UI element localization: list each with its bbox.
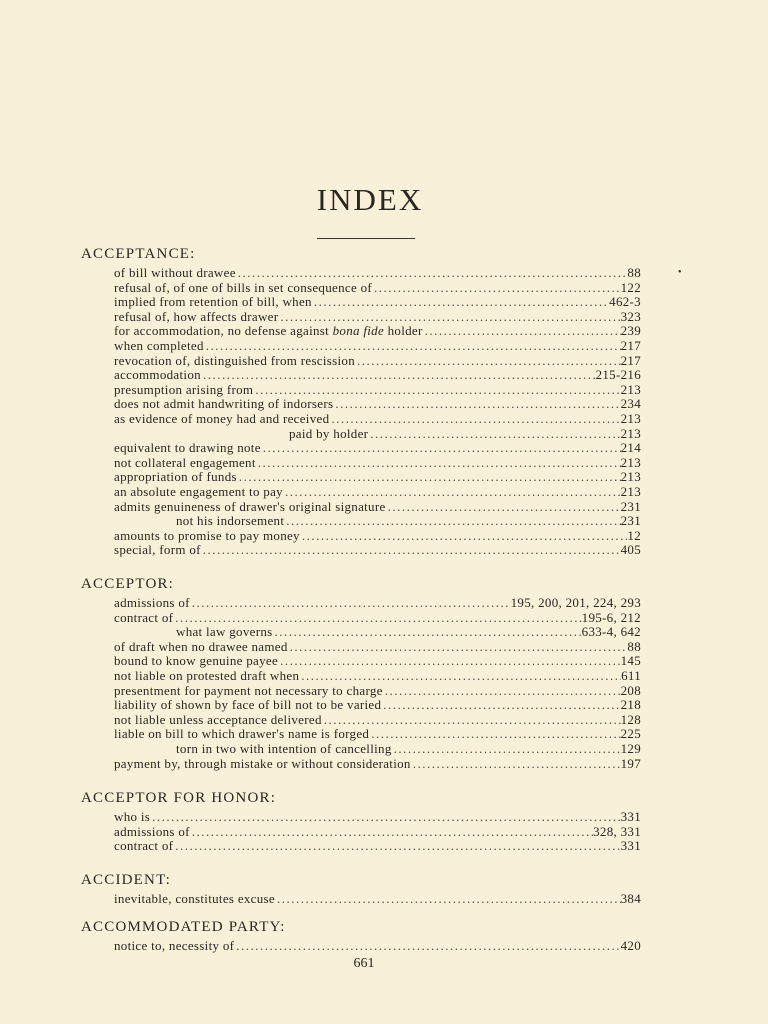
dot-leader (234, 939, 620, 954)
index-entry (81, 470, 641, 485)
entry-text: implied from retention of bill, when (114, 295, 312, 310)
index-entry (81, 324, 641, 339)
entry-text: of bill without drawee (114, 266, 236, 280)
entry-page-ref: 213 (620, 411, 641, 426)
dot-leader (283, 485, 621, 500)
dot-leader (253, 383, 620, 398)
entry-page-ref: 197 (620, 756, 641, 771)
dot-leader (329, 412, 620, 427)
entry-text: amounts to promise to pay money (114, 528, 300, 543)
entry-page-ref: 633-4, 642 (581, 625, 641, 640)
dot-leader (411, 757, 621, 772)
index-entry (81, 412, 641, 427)
entry-page-ref: 128 (620, 712, 641, 727)
section-accommodated-party (81, 917, 641, 954)
entry-page-ref: 88 (627, 639, 641, 654)
index-entry (81, 669, 641, 684)
dot-leader (383, 684, 621, 699)
entry-page-ref: 88 (627, 266, 641, 280)
index-entry (81, 611, 641, 626)
entry-text: admissions of (114, 596, 190, 610)
index-entry (81, 456, 641, 471)
index-entry (81, 354, 641, 369)
index-entry (81, 698, 641, 713)
entry-text: does not admit handwriting of indorsers (114, 397, 334, 412)
entry-text: for accommodation, no defense against bona fide holder (114, 324, 423, 339)
index-entry (81, 625, 641, 640)
entry-text: equivalent to drawing note (114, 441, 261, 456)
entry-page-ref: 213 (620, 470, 641, 485)
entry-text: who is (114, 810, 151, 824)
entry-text: what law governs (176, 625, 273, 640)
dot-leader (201, 543, 621, 558)
page-title: INDEX (316, 182, 424, 217)
entry-text: liable on bill to which drawer's name is forged (114, 727, 370, 742)
entry-page-ref: 129 (620, 741, 641, 756)
entry-page-ref: 239 (620, 324, 641, 339)
entry-text: as evidence of money had and received (114, 411, 330, 426)
dot-leader (261, 441, 621, 456)
index-entry (81, 742, 641, 757)
section-heading: ACCEPTOR FOR HONOR: (81, 790, 277, 806)
entry-page-ref: 234 (620, 397, 641, 412)
index-entry (81, 939, 641, 954)
dot-leader (300, 529, 628, 544)
entry-text: bound to know genuine payee (114, 654, 279, 669)
entry-text: admits genuineness of drawer's original signature (114, 499, 386, 514)
entry-text: contract of (114, 610, 174, 625)
index-entry (81, 529, 641, 544)
entry-text: not his indorsement (176, 514, 285, 529)
index-entry (81, 485, 641, 500)
dot-leader (381, 698, 620, 713)
entry-text: presentment for payment not necessary to charge (114, 683, 383, 698)
entry-page-ref: 213 (620, 382, 641, 397)
section-acceptance (81, 244, 641, 558)
dot-leader (392, 742, 621, 757)
index-entry (81, 514, 641, 529)
dot-leader (204, 339, 621, 354)
entry-page-ref: 462-3 (609, 295, 641, 310)
entry-text: not collateral engagement (114, 455, 256, 470)
entry-page-ref: 331 (620, 839, 641, 854)
index-entry (81, 757, 641, 772)
entry-page-ref: 208 (620, 683, 641, 698)
dot-leader (190, 596, 511, 611)
dot-leader (256, 456, 621, 471)
entry-text: of draft when no drawee named (114, 639, 288, 654)
index-entry (81, 810, 641, 825)
entry-text: an absolute engagement to pay (114, 484, 283, 499)
dot-leader (355, 354, 621, 369)
dot-leader (284, 514, 620, 529)
index-entry (81, 266, 641, 281)
dot-leader (372, 281, 621, 296)
entry-page-ref: 213 (620, 455, 641, 470)
dot-leader (237, 470, 621, 485)
entry-page-ref: 218 (620, 698, 641, 713)
entry-page-ref: 384 (620, 892, 641, 906)
index-entry (81, 441, 641, 456)
entry-page-ref: 225 (620, 727, 641, 742)
entry-text: appropriation of funds (114, 470, 237, 485)
dot-leader (299, 669, 621, 684)
entry-page-ref: 420 (620, 939, 641, 953)
entry-text: notice to, necessity of (114, 939, 235, 953)
index-entry (81, 543, 641, 558)
stray-mark: • (678, 267, 682, 278)
index-entry (81, 727, 641, 742)
entry-page-ref: 145 (620, 654, 641, 669)
entry-page-ref: 405 (620, 543, 641, 558)
index-entry (81, 825, 641, 840)
entry-page-ref: 215-216 (595, 368, 641, 383)
page-number: 661 (353, 956, 375, 971)
entry-text: torn in two with intention of cancelling (176, 741, 392, 756)
dot-leader (173, 611, 581, 626)
entry-text: refusal of, how affects drawer (114, 309, 279, 324)
entry-text: not liable on protested draft when (114, 668, 300, 683)
entry-page-ref: 323 (620, 309, 641, 324)
section-heading: ACCEPTANCE: (81, 246, 196, 262)
entry-text: contract of (114, 839, 174, 854)
section-heading: ACCEPTOR: (81, 576, 175, 592)
section-accident (81, 870, 641, 907)
dot-leader (173, 839, 620, 854)
entry-text: when completed (114, 338, 204, 353)
entry-page-ref: 217 (620, 353, 641, 368)
index-entry (81, 397, 641, 412)
entry-page-ref: 195-6, 212 (581, 610, 641, 625)
entry-page-ref: 231 (620, 514, 641, 529)
dot-leader (273, 625, 582, 640)
dot-leader (236, 266, 628, 281)
dot-leader (288, 640, 628, 655)
entry-text: revocation of, distinguished from rescission (114, 353, 356, 368)
dot-leader (322, 713, 621, 728)
dot-leader (369, 727, 620, 742)
index-entry (81, 310, 641, 325)
entry-page-ref: 213 (620, 426, 641, 441)
index-entry (81, 654, 641, 669)
entry-page-ref: 611 (621, 668, 641, 683)
section-heading: ACCOMMODATED PARTY: (81, 919, 286, 935)
dot-leader (278, 310, 620, 325)
dot-leader (312, 295, 609, 310)
italic-phrase: bona fide (332, 324, 385, 339)
entry-page-ref: 331 (620, 810, 641, 824)
entry-text: presumption arising from (114, 382, 254, 397)
dot-leader (190, 825, 593, 840)
section-heading: ACCIDENT: (81, 872, 172, 888)
index-entry (81, 281, 641, 296)
index-entry (81, 892, 641, 907)
index-entry (81, 427, 641, 442)
entry-text: refusal of, of one of bills in set consequence of (114, 280, 373, 295)
dot-leader (150, 810, 620, 825)
index-entry (81, 295, 641, 310)
index-entry (81, 684, 641, 699)
entry-page-ref: 328, 331 (593, 824, 641, 839)
entry-page-ref: 213 (620, 484, 641, 499)
entry-text: admissions of (114, 824, 190, 839)
section-acceptor (81, 574, 641, 771)
index-entry (81, 339, 641, 354)
section-acceptor-for-honor (81, 788, 641, 854)
dot-leader (201, 368, 596, 383)
entry-page-ref: 122 (620, 280, 641, 295)
dot-leader (386, 500, 621, 515)
index-entry (81, 839, 641, 854)
title-rule (317, 238, 415, 239)
index-entry (81, 368, 641, 383)
index-entry (81, 596, 641, 611)
entry-page-ref: 195, 200, 201, 224, 293 (510, 596, 641, 610)
entry-page-ref: 12 (627, 528, 641, 543)
entry-text: inevitable, constitutes excuse (114, 892, 275, 906)
entry-text: accommodation (114, 368, 201, 383)
entry-text: paid by holder (289, 426, 369, 441)
entry-page-ref: 217 (620, 338, 641, 353)
entry-text: payment by, through mistake or without consideration (114, 756, 411, 771)
entry-text: special, form of (114, 543, 201, 558)
entry-text: not liable unless acceptance delivered (114, 712, 322, 727)
index-entry (81, 383, 641, 398)
dot-leader (333, 397, 620, 412)
dot-leader (275, 892, 621, 907)
index-entry (81, 640, 641, 655)
dot-leader (278, 654, 621, 669)
index-entry (81, 500, 641, 515)
entry-text: liability of shown by face of bill not to be varied (114, 698, 382, 713)
dot-leader (423, 324, 621, 339)
index-entry (81, 713, 641, 728)
entry-page-ref: 231 (620, 499, 641, 514)
dot-leader (368, 427, 620, 442)
entry-page-ref: 214 (620, 441, 641, 456)
